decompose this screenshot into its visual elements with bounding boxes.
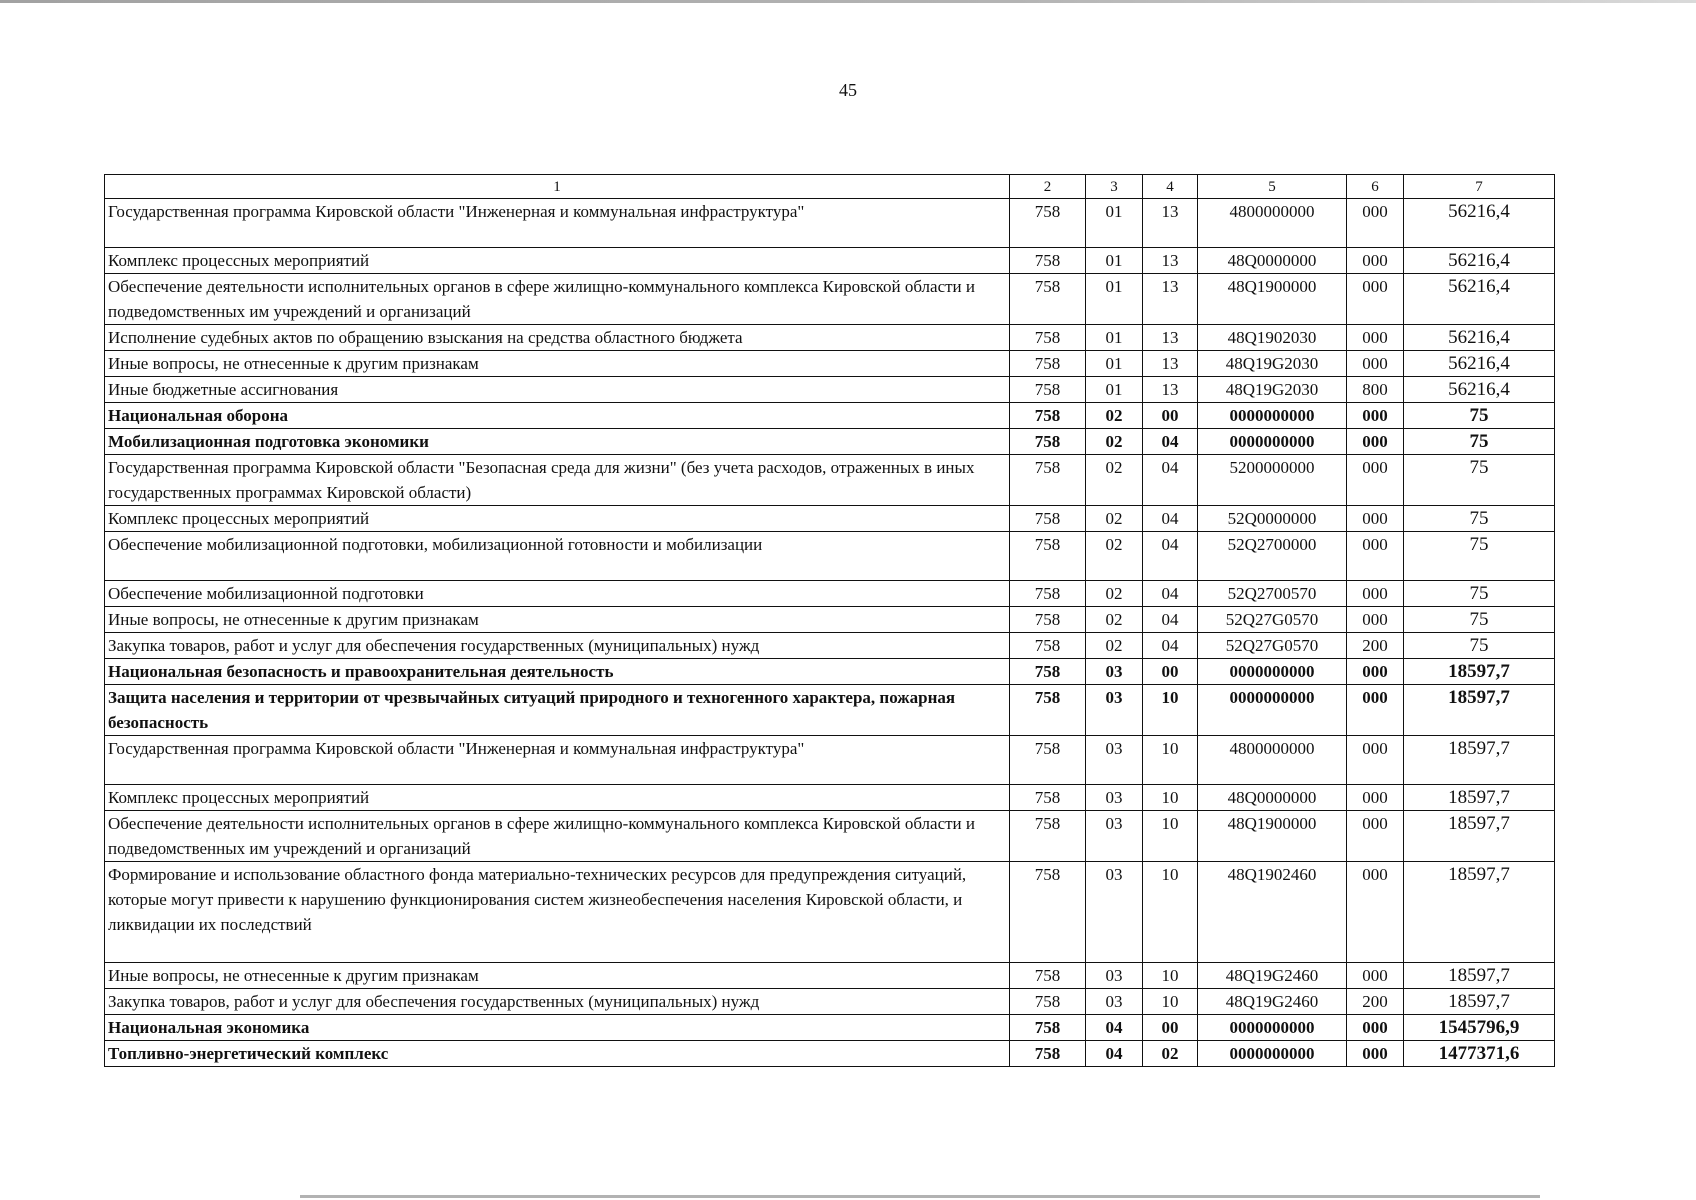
cell-amount: 75 [1404, 403, 1555, 429]
cell-expense-type: 000 [1347, 685, 1404, 736]
cell-admin-code: 758 [1010, 351, 1086, 377]
cell-expense-type: 000 [1347, 581, 1404, 607]
cell-subsection: 04 [1143, 532, 1198, 581]
cell-admin-code: 758 [1010, 1041, 1086, 1067]
cell-subsection: 04 [1143, 429, 1198, 455]
cell-admin-code: 758 [1010, 1015, 1086, 1041]
cell-target-article: 48Q0000000 [1198, 248, 1347, 274]
cell-amount: 18597,7 [1404, 785, 1555, 811]
cell-name: Иные вопросы, не отнесенные к другим признакам [105, 607, 1010, 633]
cell-expense-type: 800 [1347, 377, 1404, 403]
cell-name: Обеспечение мобилизационной подготовки, мобилизационной готовности и мобилизации [105, 532, 1010, 581]
cell-name: Обеспечение деятельности исполнительных органов в сфере жилищно-коммунального комплекса Кировской области и подведомственных им учреждений и организаций [105, 274, 1010, 325]
cell-amount: 75 [1404, 607, 1555, 633]
cell-admin-code: 758 [1010, 506, 1086, 532]
cell-amount: 18597,7 [1404, 659, 1555, 685]
cell-section: 02 [1086, 506, 1143, 532]
cell-target-article: 5200000000 [1198, 455, 1347, 506]
cell-section: 03 [1086, 963, 1143, 989]
cell-section: 02 [1086, 607, 1143, 633]
header-cell: 7 [1404, 175, 1555, 199]
cell-amount: 18597,7 [1404, 811, 1555, 862]
header-cell: 2 [1010, 175, 1086, 199]
cell-expense-type: 000 [1347, 351, 1404, 377]
header-cell: 4 [1143, 175, 1198, 199]
table-row [105, 581, 1555, 607]
cell-target-article: 48Q19G2460 [1198, 989, 1347, 1015]
cell-target-article: 4800000000 [1198, 736, 1347, 785]
cell-name: Обеспечение мобилизационной подготовки [105, 581, 1010, 607]
cell-section: 02 [1086, 455, 1143, 506]
cell-section: 03 [1086, 862, 1143, 963]
cell-amount: 56216,4 [1404, 377, 1555, 403]
cell-name: Национальная оборона [105, 403, 1010, 429]
cell-subsection: 02 [1143, 1041, 1198, 1067]
cell-amount: 18597,7 [1404, 685, 1555, 736]
cell-admin-code: 758 [1010, 248, 1086, 274]
table-row [105, 248, 1555, 274]
cell-subsection: 04 [1143, 455, 1198, 506]
cell-name: Исполнение судебных актов по обращению взыскания на средства областного бюджета [105, 325, 1010, 351]
cell-target-article: 48Q19G2030 [1198, 351, 1347, 377]
cell-subsection: 10 [1143, 811, 1198, 862]
cell-target-article: 52Q27G0570 [1198, 607, 1347, 633]
table-row [105, 811, 1555, 862]
cell-target-article: 48Q0000000 [1198, 785, 1347, 811]
cell-section: 03 [1086, 685, 1143, 736]
cell-target-article: 52Q2700570 [1198, 581, 1347, 607]
cell-amount: 18597,7 [1404, 989, 1555, 1015]
cell-name: Национальная экономика [105, 1015, 1010, 1041]
cell-amount: 75 [1404, 506, 1555, 532]
cell-amount: 75 [1404, 581, 1555, 607]
cell-section: 02 [1086, 581, 1143, 607]
cell-section: 01 [1086, 325, 1143, 351]
cell-target-article: 0000000000 [1198, 403, 1347, 429]
table-row [105, 1041, 1555, 1067]
cell-name: Комплекс процессных мероприятий [105, 248, 1010, 274]
cell-admin-code: 758 [1010, 455, 1086, 506]
table-row [105, 455, 1555, 506]
table-row [105, 736, 1555, 785]
cell-expense-type: 000 [1347, 532, 1404, 581]
cell-expense-type: 000 [1347, 963, 1404, 989]
cell-admin-code: 758 [1010, 403, 1086, 429]
cell-section: 03 [1086, 785, 1143, 811]
cell-target-article: 52Q2700000 [1198, 532, 1347, 581]
cell-subsection: 10 [1143, 685, 1198, 736]
cell-expense-type: 000 [1347, 736, 1404, 785]
cell-expense-type: 200 [1347, 989, 1404, 1015]
scan-edge-bottom [300, 1195, 1540, 1198]
cell-section: 03 [1086, 659, 1143, 685]
cell-subsection: 13 [1143, 274, 1198, 325]
cell-subsection: 04 [1143, 607, 1198, 633]
cell-name: Комплекс процессных мероприятий [105, 506, 1010, 532]
table-row [105, 963, 1555, 989]
cell-section: 01 [1086, 351, 1143, 377]
budget-table [104, 174, 1555, 1067]
cell-expense-type: 000 [1347, 506, 1404, 532]
cell-name: Защита населения и территории от чрезвычайных ситуаций природного и техногенного характера, пожарная безопасность [105, 685, 1010, 736]
cell-expense-type: 000 [1347, 199, 1404, 248]
cell-name: Иные вопросы, не отнесенные к другим признакам [105, 963, 1010, 989]
cell-subsection: 13 [1143, 199, 1198, 248]
table-row [105, 785, 1555, 811]
cell-target-article: 48Q1900000 [1198, 811, 1347, 862]
cell-amount: 75 [1404, 455, 1555, 506]
cell-name: Иные вопросы, не отнесенные к другим признакам [105, 351, 1010, 377]
cell-section: 01 [1086, 248, 1143, 274]
cell-section: 04 [1086, 1015, 1143, 1041]
cell-section: 01 [1086, 377, 1143, 403]
cell-target-article: 0000000000 [1198, 1015, 1347, 1041]
cell-admin-code: 758 [1010, 377, 1086, 403]
cell-name: Закупка товаров, работ и услуг для обеспечения государственных (муниципальных) нужд [105, 633, 1010, 659]
cell-section: 02 [1086, 633, 1143, 659]
table-row [105, 607, 1555, 633]
cell-name: Иные бюджетные ассигнования [105, 377, 1010, 403]
cell-expense-type: 000 [1347, 785, 1404, 811]
cell-name: Топливно-энергетический комплекс [105, 1041, 1010, 1067]
table-row [105, 862, 1555, 963]
cell-target-article: 48Q1902030 [1198, 325, 1347, 351]
page-number: 45 [839, 80, 857, 100]
cell-amount: 18597,7 [1404, 736, 1555, 785]
table-row [105, 659, 1555, 685]
table-row [105, 325, 1555, 351]
cell-admin-code: 758 [1010, 607, 1086, 633]
cell-subsection: 04 [1143, 581, 1198, 607]
cell-admin-code: 758 [1010, 532, 1086, 581]
cell-name: Государственная программа Кировской области "Инженерная и коммунальная инфраструктура" [105, 736, 1010, 785]
header-row [105, 175, 1555, 199]
cell-target-article: 48Q1902460 [1198, 862, 1347, 963]
cell-expense-type: 000 [1347, 811, 1404, 862]
table-row [105, 685, 1555, 736]
cell-admin-code: 758 [1010, 659, 1086, 685]
cell-admin-code: 758 [1010, 989, 1086, 1015]
cell-name: Мобилизационная подготовка экономики [105, 429, 1010, 455]
cell-admin-code: 758 [1010, 862, 1086, 963]
cell-section: 01 [1086, 274, 1143, 325]
cell-amount: 56216,4 [1404, 199, 1555, 248]
cell-section: 01 [1086, 199, 1143, 248]
table-row [105, 377, 1555, 403]
cell-admin-code: 758 [1010, 581, 1086, 607]
scan-edge-top [0, 0, 1696, 3]
cell-section: 02 [1086, 532, 1143, 581]
cell-amount: 18597,7 [1404, 963, 1555, 989]
cell-target-article: 48Q19G2460 [1198, 963, 1347, 989]
table-row [105, 351, 1555, 377]
cell-expense-type: 000 [1347, 274, 1404, 325]
cell-amount: 56216,4 [1404, 351, 1555, 377]
cell-admin-code: 758 [1010, 811, 1086, 862]
cell-name: Государственная программа Кировской области "Безопасная среда для жизни" (без учета расходов, отраженных в иных государственных программах Кировской области) [105, 455, 1010, 506]
cell-admin-code: 758 [1010, 685, 1086, 736]
cell-target-article: 52Q27G0570 [1198, 633, 1347, 659]
cell-subsection: 13 [1143, 325, 1198, 351]
cell-target-article: 0000000000 [1198, 1041, 1347, 1067]
cell-target-article: 4800000000 [1198, 199, 1347, 248]
cell-name: Национальная безопасность и правоохранительная деятельность [105, 659, 1010, 685]
cell-admin-code: 758 [1010, 633, 1086, 659]
table-row [105, 633, 1555, 659]
cell-subsection: 04 [1143, 633, 1198, 659]
cell-amount: 56216,4 [1404, 325, 1555, 351]
cell-section: 04 [1086, 1041, 1143, 1067]
cell-expense-type: 000 [1347, 403, 1404, 429]
cell-expense-type: 200 [1347, 633, 1404, 659]
cell-admin-code: 758 [1010, 199, 1086, 248]
cell-subsection: 13 [1143, 351, 1198, 377]
cell-subsection: 10 [1143, 785, 1198, 811]
cell-subsection: 10 [1143, 989, 1198, 1015]
table-row [105, 532, 1555, 581]
cell-name: Государственная программа Кировской области "Инженерная и коммунальная инфраструктура" [105, 199, 1010, 248]
table-row [105, 429, 1555, 455]
cell-expense-type: 000 [1347, 1015, 1404, 1041]
cell-amount: 56216,4 [1404, 248, 1555, 274]
cell-admin-code: 758 [1010, 429, 1086, 455]
cell-amount: 75 [1404, 429, 1555, 455]
table-row [105, 989, 1555, 1015]
cell-section: 03 [1086, 736, 1143, 785]
header-cell: 3 [1086, 175, 1143, 199]
table-row [105, 506, 1555, 532]
cell-target-article: 0000000000 [1198, 429, 1347, 455]
cell-amount: 1477371,6 [1404, 1041, 1555, 1067]
table-body [105, 175, 1555, 1067]
cell-subsection: 13 [1143, 377, 1198, 403]
cell-name: Формирование и использование областного фонда материально-технических ресурсов для предупреждения ситуаций, которые могут привести к нарушению функционирования систем жизнеобеспечения населения Кировской области, и ликвидации их последствий [105, 862, 1010, 963]
cell-expense-type: 000 [1347, 862, 1404, 963]
cell-target-article: 0000000000 [1198, 659, 1347, 685]
cell-expense-type: 000 [1347, 248, 1404, 274]
cell-amount: 75 [1404, 633, 1555, 659]
cell-admin-code: 758 [1010, 274, 1086, 325]
cell-subsection: 00 [1143, 1015, 1198, 1041]
cell-name: Комплекс процессных мероприятий [105, 785, 1010, 811]
cell-expense-type: 000 [1347, 607, 1404, 633]
cell-section: 03 [1086, 989, 1143, 1015]
cell-subsection: 00 [1143, 659, 1198, 685]
table-row [105, 274, 1555, 325]
cell-subsection: 10 [1143, 862, 1198, 963]
cell-section: 03 [1086, 811, 1143, 862]
cell-target-article: 48Q1900000 [1198, 274, 1347, 325]
cell-subsection: 04 [1143, 506, 1198, 532]
cell-target-article: 52Q0000000 [1198, 506, 1347, 532]
cell-admin-code: 758 [1010, 325, 1086, 351]
cell-subsection: 00 [1143, 403, 1198, 429]
cell-target-article: 48Q19G2030 [1198, 377, 1347, 403]
cell-target-article: 0000000000 [1198, 685, 1347, 736]
table-row [105, 1015, 1555, 1041]
cell-expense-type: 000 [1347, 325, 1404, 351]
cell-expense-type: 000 [1347, 429, 1404, 455]
cell-section: 02 [1086, 429, 1143, 455]
cell-subsection: 13 [1143, 248, 1198, 274]
table-row [105, 199, 1555, 248]
cell-expense-type: 000 [1347, 1041, 1404, 1067]
cell-admin-code: 758 [1010, 963, 1086, 989]
cell-expense-type: 000 [1347, 455, 1404, 506]
cell-admin-code: 758 [1010, 736, 1086, 785]
cell-admin-code: 758 [1010, 785, 1086, 811]
table-row [105, 403, 1555, 429]
cell-amount: 18597,7 [1404, 862, 1555, 963]
header-cell: 1 [105, 175, 1010, 199]
header-cell: 5 [1198, 175, 1347, 199]
cell-amount: 56216,4 [1404, 274, 1555, 325]
cell-subsection: 10 [1143, 736, 1198, 785]
cell-subsection: 10 [1143, 963, 1198, 989]
cell-amount: 75 [1404, 532, 1555, 581]
cell-section: 02 [1086, 403, 1143, 429]
cell-expense-type: 000 [1347, 659, 1404, 685]
cell-amount: 1545796,9 [1404, 1015, 1555, 1041]
header-cell: 6 [1347, 175, 1404, 199]
cell-name: Обеспечение деятельности исполнительных органов в сфере жилищно-коммунального комплекса Кировской области и подведомственных им учреждений и организаций [105, 811, 1010, 862]
cell-name: Закупка товаров, работ и услуг для обеспечения государственных (муниципальных) нужд [105, 989, 1010, 1015]
